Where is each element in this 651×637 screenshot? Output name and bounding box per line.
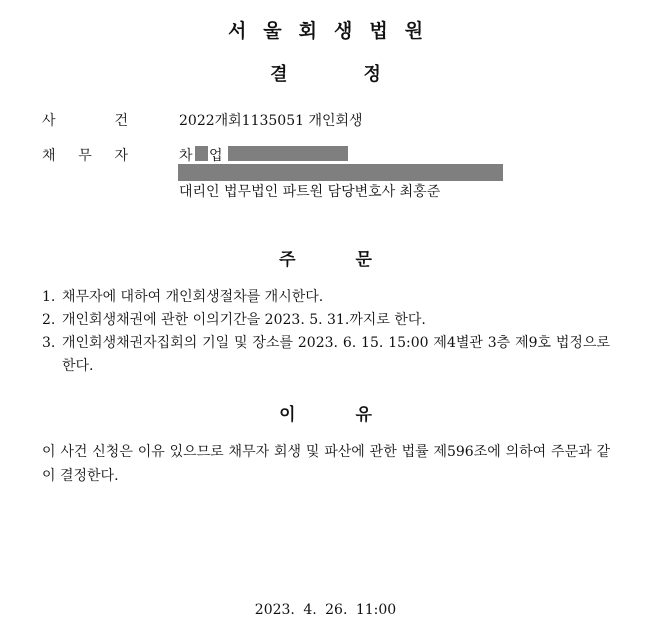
court-name: 서울회생법원 xyxy=(227,20,441,42)
case-label-char-1: 사 xyxy=(42,113,56,129)
debtor-label-char-1: 채 xyxy=(42,148,56,164)
order-heading: 주문 xyxy=(279,250,432,270)
case-number: 2022개회1135051 개인회생 xyxy=(179,113,363,129)
debtor-label-char-2: 무 xyxy=(78,148,92,164)
order-item-number: 3. xyxy=(42,335,56,351)
list-item xyxy=(42,286,610,309)
redaction-debtor-address xyxy=(178,164,503,181)
debtor-name-first: 차 xyxy=(179,148,193,164)
redaction-debtor-id xyxy=(228,146,348,161)
case-label xyxy=(42,110,128,130)
redaction-name-middle xyxy=(195,146,208,161)
debtor-agent: 대리인 법무법인 파트원 담당변호사 최홍준 xyxy=(179,184,441,200)
reason-text: 이 사건 신청은 이유 있으므로 채무자 회생 및 파산에 관한 법률 제596조에 의하여 주문과 같이 결정한다. xyxy=(42,444,610,484)
debtor-name-last: 업 xyxy=(209,148,223,164)
list-item xyxy=(42,309,610,332)
order-item-text: 채무자에 대하여 개인회생절차를 개시한다. xyxy=(62,289,324,305)
order-item-text: 개인회생채권에 관한 이의기간을 2023. 5. 31.까지로 한다. xyxy=(62,312,426,328)
order-item-number: 2. xyxy=(42,312,56,328)
order-item-number: 1. xyxy=(42,289,56,305)
document-type-title: 결정 xyxy=(270,64,457,85)
case-label-char-2: 건 xyxy=(114,113,128,129)
debtor-label-char-3: 자 xyxy=(114,148,128,164)
reason-heading: 이유 xyxy=(279,405,432,425)
order-list xyxy=(42,286,610,378)
debtor-label xyxy=(42,145,128,165)
order-item-text: 개인회생채권자집회의 기일 및 장소를 2023. 6. 15. 15:00 제4별관 3층 제9호 법정으로 한다. xyxy=(62,335,610,374)
list-item xyxy=(42,332,610,378)
decision-datetime: 2023. 4. 26. 11:00 xyxy=(254,602,397,618)
